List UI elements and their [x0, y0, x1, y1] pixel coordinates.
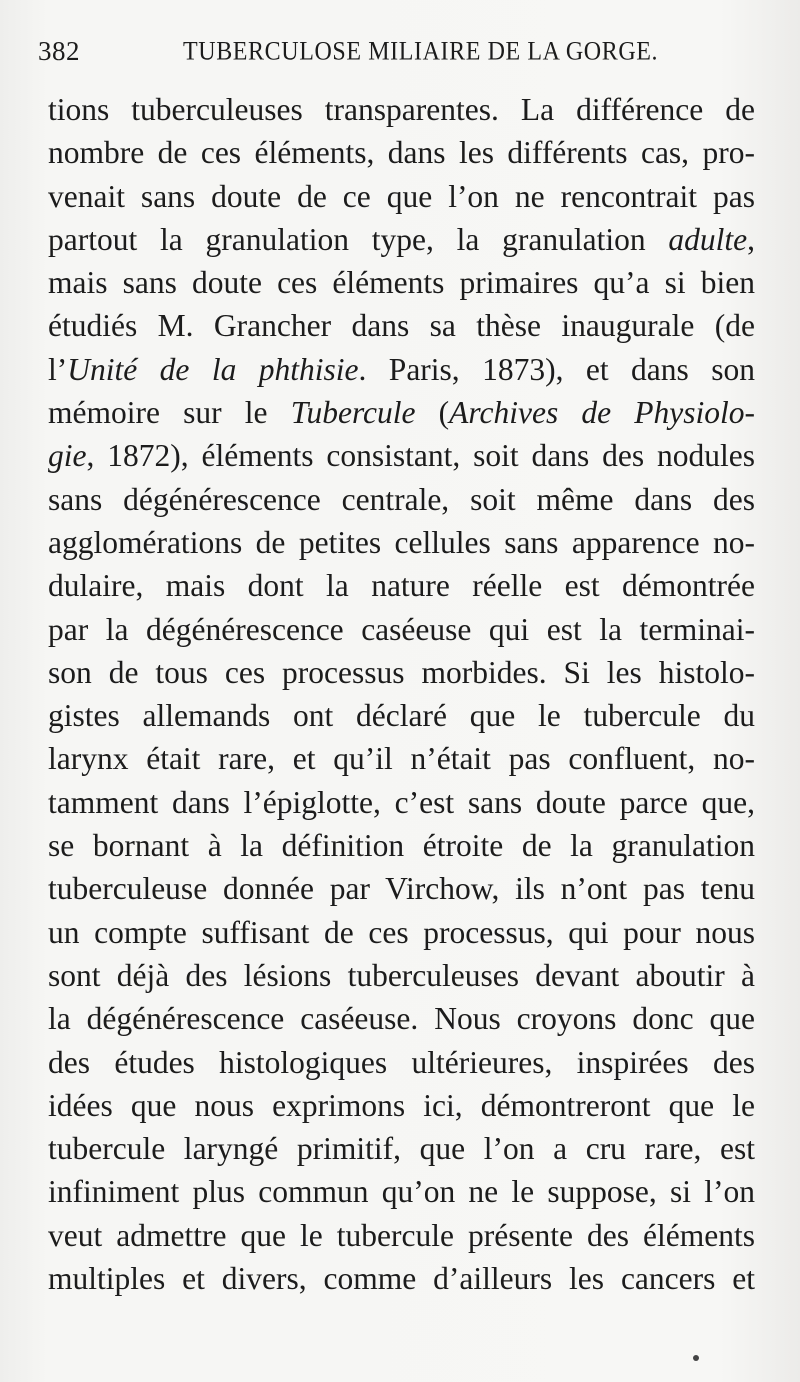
text-line: mais sans doute ces éléments primaires qu’a si bien — [48, 265, 755, 301]
italic-text: Unité de la phthisie — [67, 351, 359, 387]
page-number: 382 — [38, 36, 80, 66]
text-line: infiniment plus commun qu’on ne le suppose, si l’on — [48, 1174, 755, 1210]
body-text — [48, 88, 755, 1300]
text-line: tions tuberculeuses transparentes. La différence de — [48, 92, 755, 127]
text-line: la dégénérescence caséeuse. Nous croyons donc que — [48, 1001, 755, 1037]
page-speck — [693, 1355, 699, 1361]
text-line: des études histologiques ultérieures, inspirées des — [48, 1044, 755, 1080]
text-line: idées que nous exprimons ici, démontreront que le — [48, 1087, 755, 1123]
italic-text: Archives de Physiolo- — [449, 395, 755, 431]
text-line: multiples et divers, comme d’ailleurs les cancers et — [48, 1261, 755, 1297]
text-line: tubercule laryngé primitif, que l’on a cru rare, est — [48, 1131, 755, 1167]
text-line: gie, 1872), éléments consistant, soit dans des nodules — [48, 438, 755, 474]
page-header — [38, 36, 758, 76]
text-line: tuberculeuse donnée par Virchow, ils n’ont pas tenu — [48, 871, 755, 907]
text-line: étudiés M. Grancher dans sa thèse inaugurale (de — [48, 308, 755, 344]
text-line: nombre de ces éléments, dans les différents cas, pro- — [48, 135, 755, 171]
text-line: dulaire, mais dont la nature réelle est démontrée — [48, 568, 755, 604]
text-line: par la dégénérescence caséeuse qui est la terminai- — [48, 611, 755, 647]
running-title: TUBERCULOSE MILIAIRE DE LA GORGE. — [183, 38, 659, 67]
italic-text: gie — [48, 438, 87, 474]
text-line: venait sans doute de ce que l’on ne rencontrait pas — [48, 178, 755, 214]
text-line: tamment dans l’épiglotte, c’est sans doute parce que, — [48, 784, 755, 820]
text-line: l’Unité de la phthisie. Paris, 1873), et dans son — [48, 351, 755, 387]
text-line: son de tous ces processus morbides. Si les histolo- — [48, 654, 755, 690]
text-line: sans dégénérescence centrale, soit même dans des — [48, 481, 755, 517]
text-line: sont déjà des lésions tuberculeuses devant aboutir à — [48, 957, 755, 993]
text-line: agglomérations de petites cellules sans apparence no- — [48, 524, 755, 560]
text-line: mémoire sur le Tubercule (Archives de Physiolo- — [48, 395, 755, 431]
text-line: gistes allemands ont déclaré que le tubercule du — [48, 698, 755, 734]
text-line: se bornant à la définition étroite de la granulation — [48, 828, 755, 864]
text-line: larynx était rare, et qu’il n’était pas confluent, no- — [48, 741, 755, 777]
text-line: partout la granulation type, la granulation adulte, — [48, 221, 755, 257]
italic-text: adulte — [668, 221, 748, 257]
text-line: un compte suffisant de ces processus, qui pour nous — [48, 914, 755, 950]
italic-text: Tubercule — [290, 395, 416, 431]
text-line: veut admettre que le tubercule présente des éléments — [48, 1217, 755, 1253]
